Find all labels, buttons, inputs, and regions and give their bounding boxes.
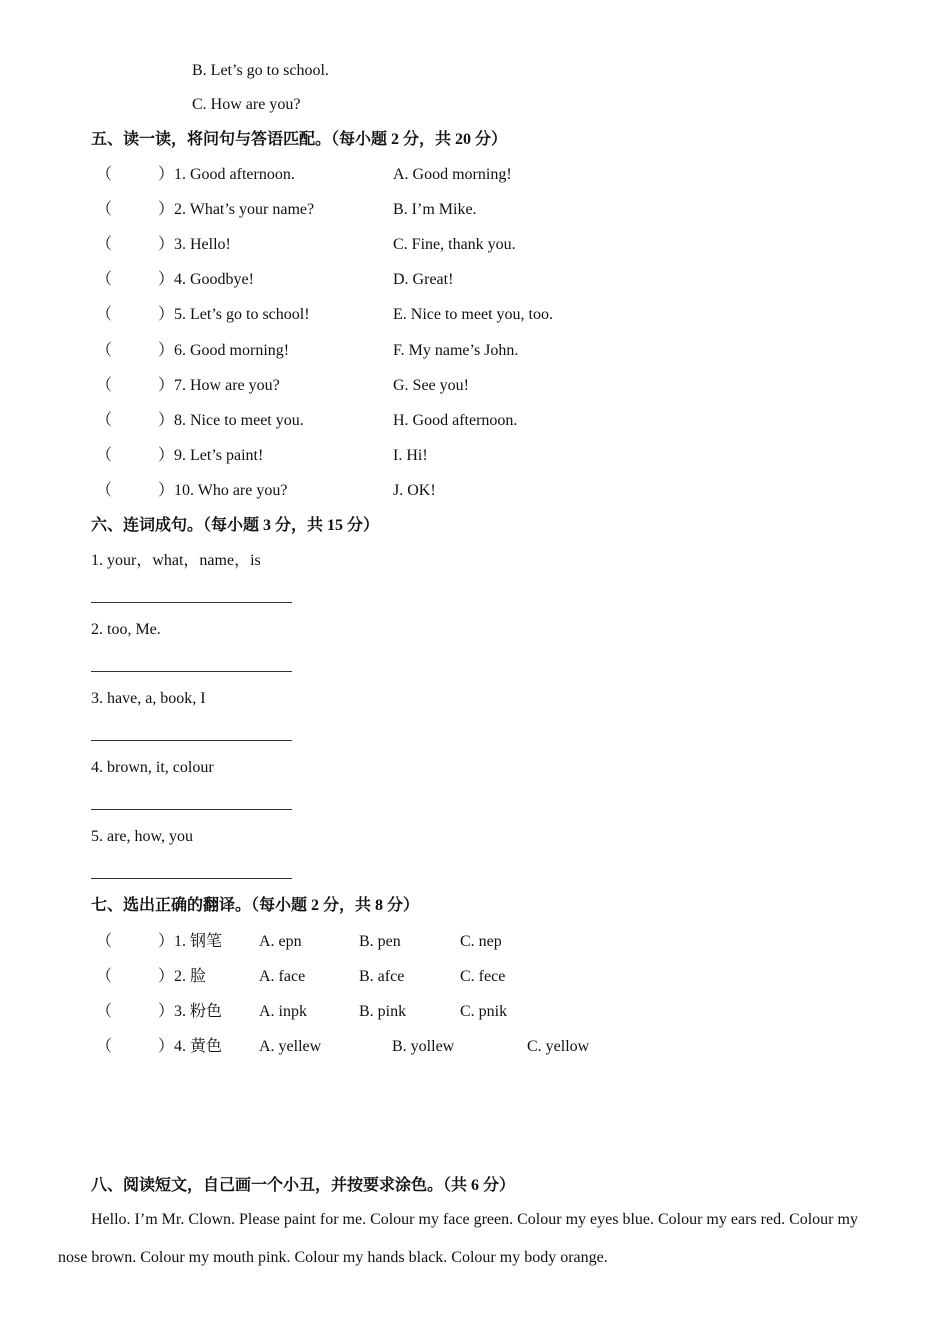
paren-open: （ (96, 306, 113, 323)
sentence-words: 4. brown, it, colour (91, 759, 214, 776)
answer-blank[interactable] (91, 671, 292, 672)
match-question: ）7. How are you? (158, 377, 280, 394)
section5-title: 五、读一读，将问句与答语匹配。（每小题 2 分，共 20 分） (91, 131, 508, 148)
match-answer: A. Good morning! (393, 166, 512, 183)
choice-a: A. epn (259, 933, 302, 950)
choice-a: A. inpk (259, 1003, 307, 1020)
paren-open: （ (96, 482, 113, 499)
reading-passage-line2: nose brown. Colour my mouth pink. Colour my hands black. Colour my body orange. (58, 1249, 608, 1266)
paren-open: （ (96, 377, 113, 394)
match-question: ）9. Let’s paint! (158, 447, 264, 464)
match-answer: H. Good afternoon. (393, 412, 518, 429)
translation-question: ）1. 钢笔 (158, 933, 223, 950)
section7-title: 七、选出正确的翻译。（每小题 2 分，共 8 分） (91, 897, 420, 914)
match-answer: I. Hi! (393, 447, 428, 464)
match-question: ）3. Hello! (158, 236, 231, 253)
option-b: B. Let’s go to school. (192, 62, 329, 79)
translation-question: ）3. 粉色 (158, 1003, 223, 1020)
answer-blank[interactable] (91, 878, 292, 879)
paren-open: （ (96, 166, 113, 183)
match-question: ）1. Good afternoon. (158, 166, 295, 183)
sentence-words: 1. your，what，name，is (91, 552, 261, 569)
answer-blank[interactable] (91, 809, 292, 810)
match-question: ）5. Let’s go to school! (158, 306, 310, 323)
sentence-words: 3. have, a, book, I (91, 690, 206, 707)
choice-c: C. yellow (527, 1038, 590, 1055)
choice-b: B. afce (359, 968, 405, 985)
match-question: ）4. Goodbye! (158, 271, 254, 288)
paren-open: （ (96, 1003, 113, 1020)
choice-b: B. pink (359, 1003, 407, 1020)
translation-question: ）4. 黄色 (158, 1038, 223, 1055)
choice-c: C. fece (460, 968, 506, 985)
answer-blank[interactable] (91, 740, 292, 741)
match-answer: J. OK! (393, 482, 436, 499)
choice-b: B. pen (359, 933, 401, 950)
reading-passage-line1: Hello. I’m Mr. Clown. Please paint for me. Colour my face green. Colour my eyes blue. Colour my ears red. Colour my (91, 1211, 858, 1228)
paren-open: （ (96, 933, 113, 950)
match-question: ）8. Nice to meet you. (158, 412, 304, 429)
sentence-words: 2. too, Me. (91, 621, 161, 638)
match-answer: F. My name’s John. (393, 342, 519, 359)
paren-open: （ (96, 342, 113, 359)
choice-b: B. yollew (392, 1038, 455, 1055)
match-answer: C. Fine, thank you. (393, 236, 516, 253)
paren-open: （ (96, 201, 113, 218)
paren-open: （ (96, 412, 113, 429)
answer-blank[interactable] (91, 602, 292, 603)
match-question: ）10. Who are you? (158, 482, 288, 499)
match-answer: E. Nice to meet you, too. (393, 306, 553, 323)
paren-open: （ (96, 271, 113, 288)
paren-open: （ (96, 1038, 113, 1055)
choice-c: C. pnik (460, 1003, 508, 1020)
match-question: ）2. What’s your name? (158, 201, 315, 218)
paren-open: （ (96, 968, 113, 985)
paren-open: （ (96, 447, 113, 464)
option-c: C. How are you? (192, 96, 301, 113)
choice-a: A. face (259, 968, 306, 985)
match-answer: D. Great! (393, 271, 454, 288)
paren-open: （ (96, 236, 113, 253)
section6-title: 六、连词成句。（每小题 3 分，共 15 分） (91, 517, 380, 534)
choice-c: C. nep (460, 933, 502, 950)
match-question: ）6. Good morning! (158, 342, 290, 359)
match-answer: G. See you! (393, 377, 469, 394)
sentence-words: 5. are, how, you (91, 828, 194, 845)
translation-question: ）2. 脸 (158, 968, 207, 985)
choice-a: A. yellew (259, 1038, 322, 1055)
match-answer: B. I’m Mike. (393, 201, 477, 218)
section8-title: 八、阅读短文，自己画一个小丑，并按要求涂色。（共 6 分） (91, 1177, 516, 1194)
